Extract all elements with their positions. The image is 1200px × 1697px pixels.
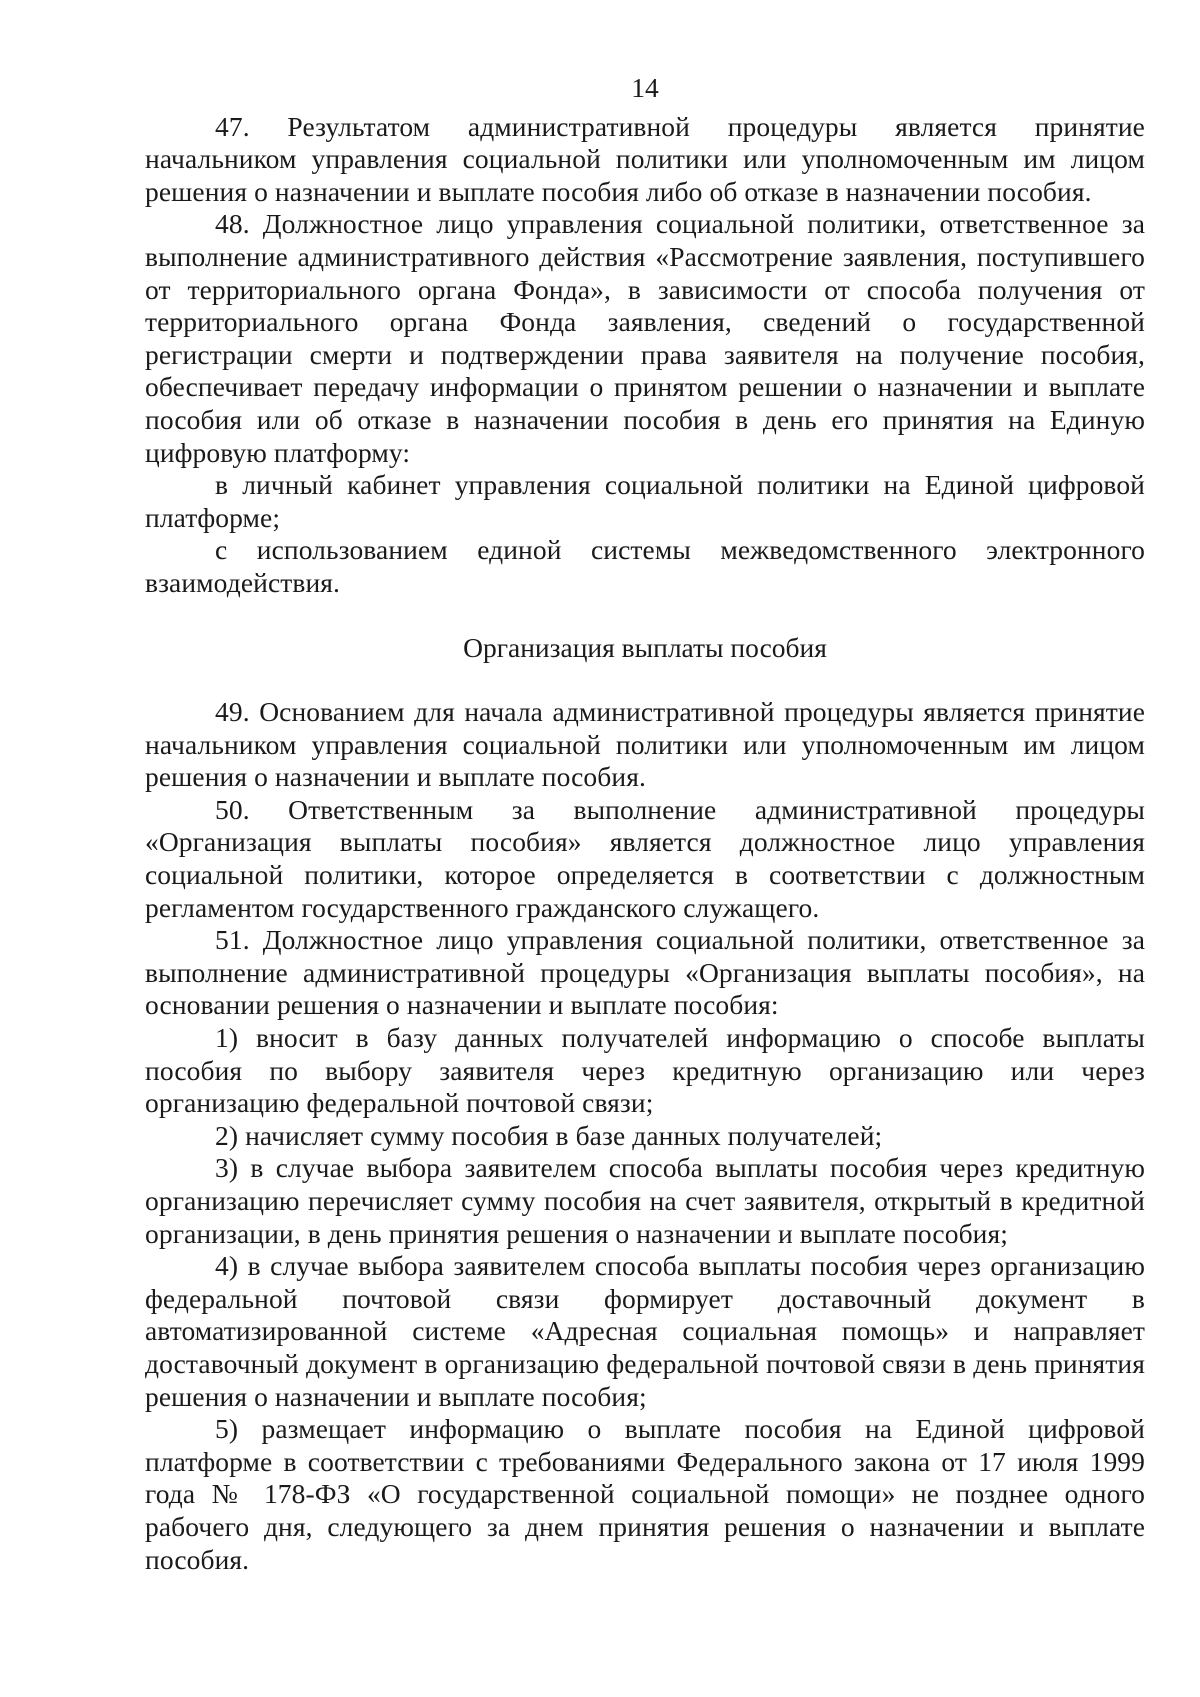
paragraph-48-item-smev: с использованием единой системы межведомственного электронного взаимодействия. <box>145 534 1145 598</box>
document-page <box>145 72 1145 1576</box>
paragraph-51-item-5: 5) размещает информацию о выплате пособия на Единой цифровой платформе в соответствии с требованиями Федерального закона от 17 июля 1999 года № 178-ФЗ «О государственной социальной помощи» не позднее одного рабочего дня, следующего за днем принятия решения о назначении и выплате пособия. <box>145 1413 1145 1575</box>
paragraph-48-item-cabinet: в личный кабинет управления социальной политики на Единой цифровой платформе; <box>145 469 1145 533</box>
paragraph-49: 49. Основанием для начала административной процедуры является принятие начальником управления социальной политики или уполномоченным им лицом решения о назначении и выплате пособия. <box>145 696 1145 793</box>
paragraph-47: 47. Результатом административной процедуры является принятие начальником управления социальной политики или уполномоченным им лицом решения о назначении и выплате пособия либо об отказе в назначении пособия. <box>145 110 1145 207</box>
paragraph-50: 50. Ответственным за выполнение административной процедуры «Организация выплаты пособия» является должностное лицо управления социальной политики, которое определяется в соответствии с должностным регламентом государственного гражданского служащего. <box>145 793 1145 923</box>
paragraph-51-item-1: 1) вносит в базу данных получателей информацию о способе выплаты пособия по выбору заявителя через кредитную организацию или через организацию федеральной почтовой связи; <box>145 1022 1145 1119</box>
section-heading: Организация выплаты пособия <box>463 631 827 663</box>
paragraph-51: 51. Должностное лицо управления социальной политики, ответственное за выполнение административной процедуры «Организация выплаты пособия», на основании решения о назначении и выплате пособия: <box>145 924 1145 1021</box>
paragraph-51-item-2: 2) начисляет сумму пособия в базе данных получателей; <box>215 1119 883 1151</box>
paragraph-51-item-3: 3) в случае выбора заявителем способа выплаты пособия через кредитную организацию перечисляет сумму пособия на счет заявителя, открытый в кредитной организации, в день принятия решения о назначении и выплате пособия; <box>145 1152 1145 1249</box>
paragraph-48: 48. Должностное лицо управления социальной политики, ответственное за выполнение административного действия «Рассмотрение заявления, поступившего от территориального органа Фонда», в зависимости от способа получения от территориального органа Фонда заявления, сведений о государственной регистрации смерти и подтверждении права заявителя на получение пособия, обеспечивает передачу информации о принятом решении о назначении и выплате пособия или об отказе в назначении пособия в день его принятия на Единую цифровую платформу: <box>145 208 1145 468</box>
page-number: 14 <box>631 72 659 103</box>
paragraph-51-item-4: 4) в случае выбора заявителем способа выплаты пособия через организацию федеральной почтовой связи формирует доставочный документ в автоматизированной системе «Адресная социальная помощь» и направляет доставочный документ в организацию федеральной почтовой связи в день принятия решения о назначении и выплате пособия; <box>145 1250 1145 1412</box>
